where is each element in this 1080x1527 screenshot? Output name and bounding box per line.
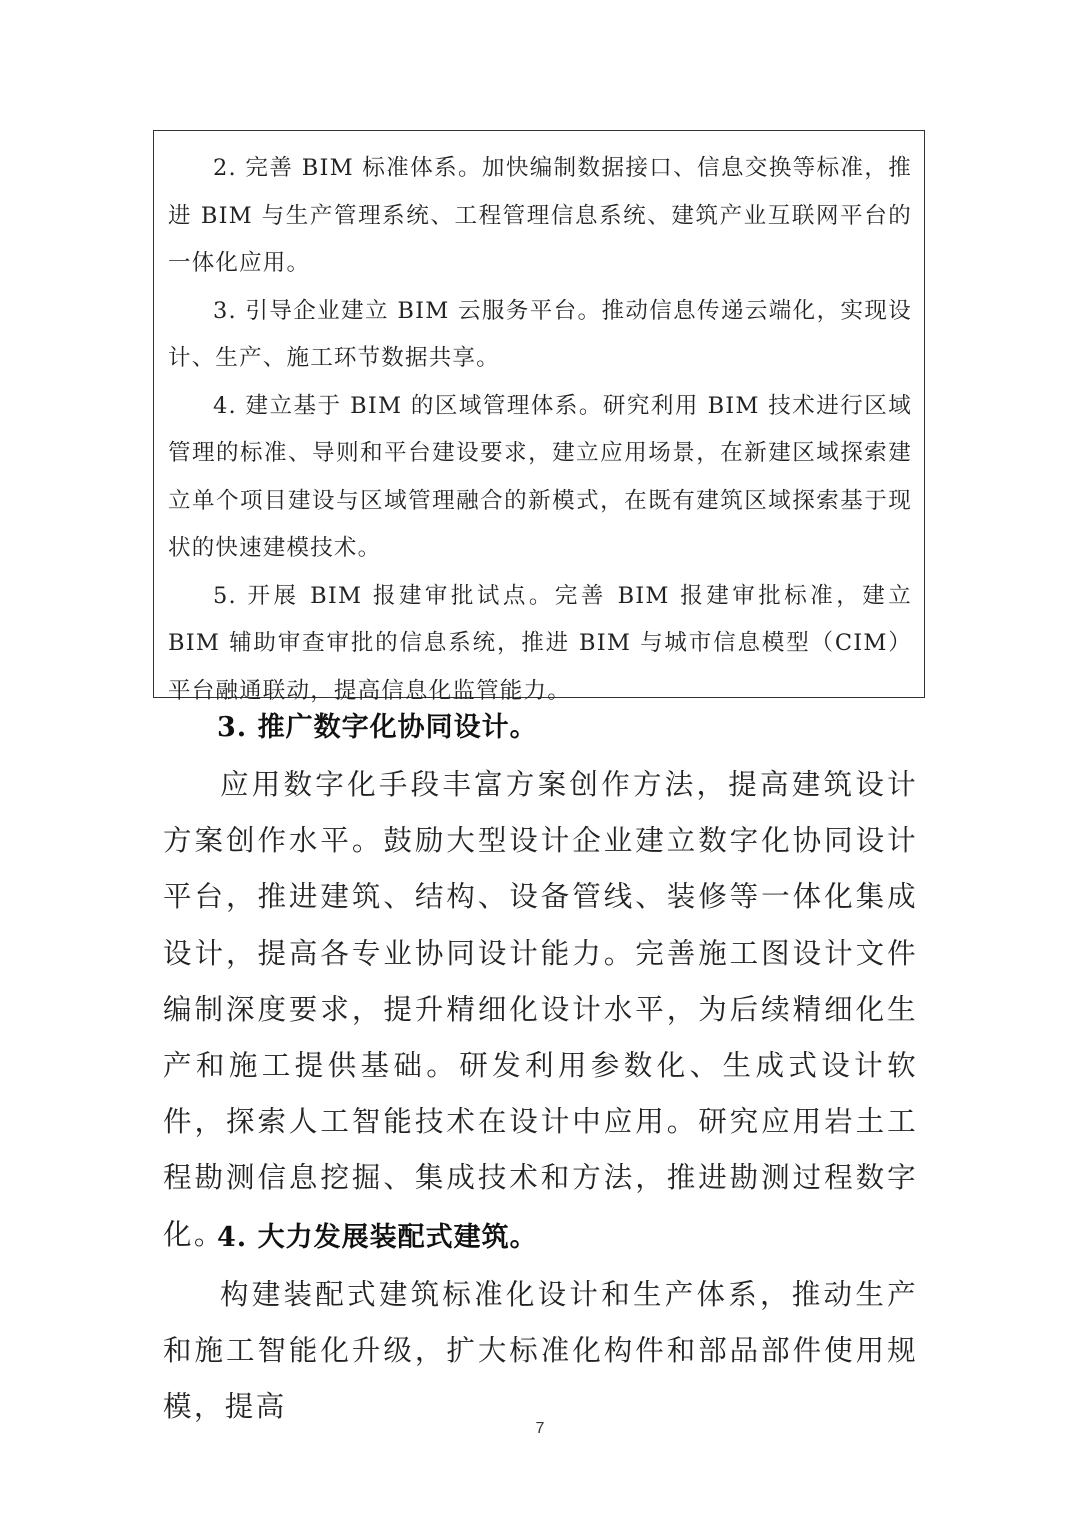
section-4-body: 构建装配式建筑标准化设计和生产体系，推动生产和施工智能化升级，扩大标准化构件和部品部件使用规模，提高 [163,1278,918,1424]
section-3-body: 应用数字化手段丰富方案创作方法，提高建筑设计方案创作水平。鼓励大型设计企业建立数字化协同设计平台，推进建筑、结构、设备管线、装修等一体化集成设计，提高各专业协同设计能力。完善施工图设计文件编制深度要求，提升精细化设计水平，为后续精细化生产和施工提供基础。研发利用参数化、生成式设计软件，探索人工智能技术在设计中应用。研究应用岩土工程勘测信息挖掘、集成技术和方法，推进勘测过程数字化。 [163,768,918,1251]
section-4-heading: 4. 大力发展装配式建筑。 [217,1222,538,1253]
page-number: 7 [535,1420,545,1437]
box-paragraph-2: 2. 完善 BIM 标准体系。加快编制数据接口、信息交换等标准，推进 BIM 与生产管理系统、工程管理信息系统、建筑产业互联网平台的一体化应用。 [168,155,912,276]
bordered-text-box [153,130,925,704]
box-paragraph-5: 5. 开展 BIM 报建审批试点。完善 BIM 报建审批标准，建立 BIM 辅助审查审批的信息系统，推进 BIM 与城市信息模型（CIM）平台融通联动，提高信息化监管能力。 [168,582,912,704]
box-paragraph-4: 4. 建立基于 BIM 的区域管理体系。研究利用 BIM 技术进行区域管理的标准、导则和平台建设要求，建立应用场景，在新建区域探索建立单个项目建设与区域管理融合的新模式，在既有建筑区域探索基于现状的快速建模技术。 [168,392,912,561]
box-paragraph-3: 3. 引导企业建立 BIM 云服务平台。推动信息传递云端化，实现设计、生产、施工环节数据共享。 [168,297,912,371]
section-3-heading: 3. 推广数字化协同设计。 [217,712,538,743]
